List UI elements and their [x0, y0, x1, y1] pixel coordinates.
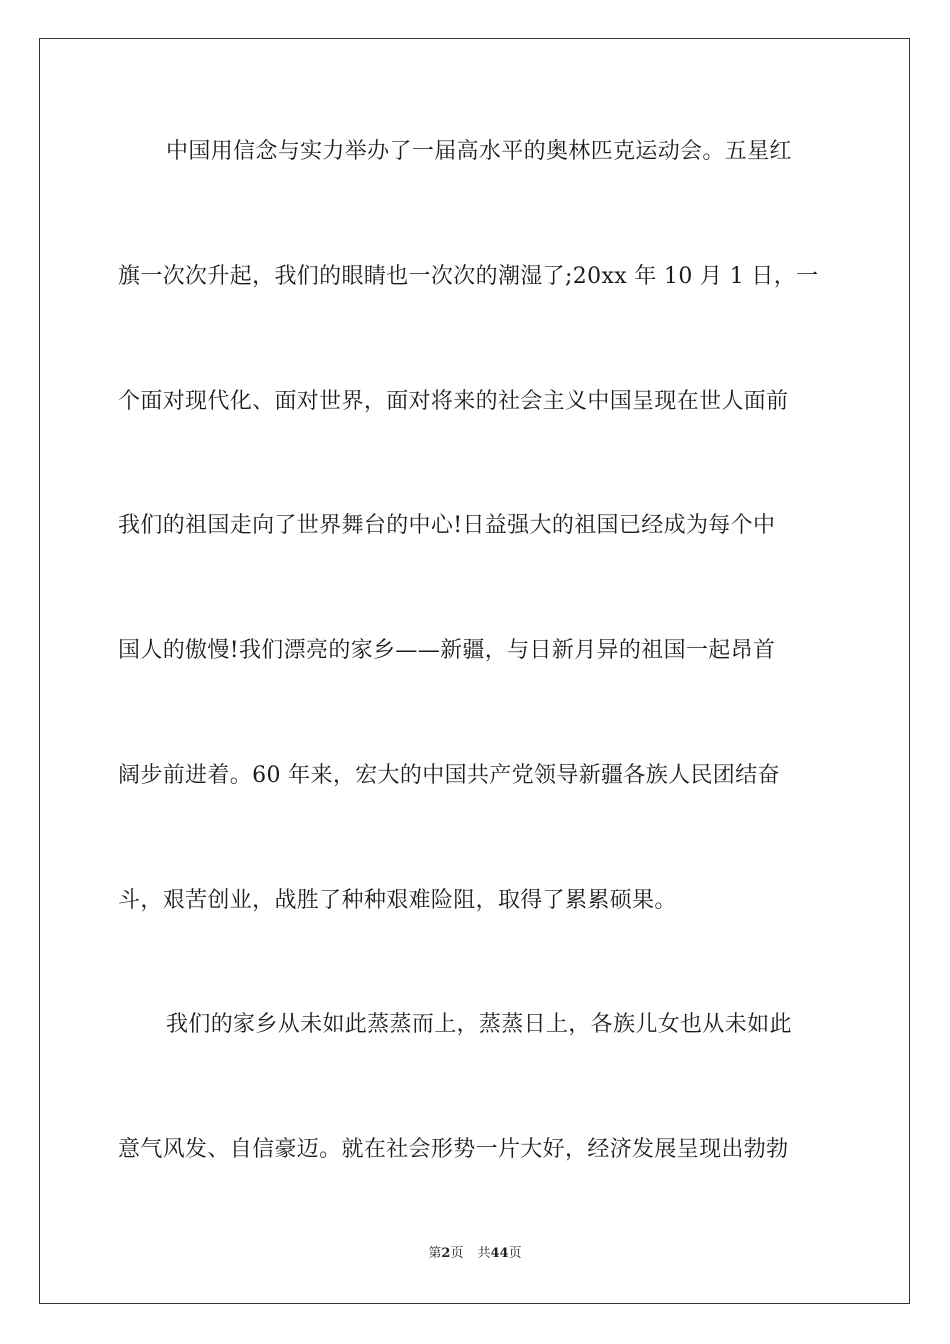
page-prefix: 第: [428, 1246, 442, 1261]
page-footer: [0, 1245, 950, 1263]
paragraph-1-line-4: 我们的祖国走向了世界舞台的中心!日益强大的祖国已经成为每个中: [118, 513, 776, 538]
total-suffix: 页: [508, 1246, 522, 1261]
page-suffix: 页: [450, 1246, 464, 1261]
paragraph-1-line-6: 阔步前进着。60 年来，宏大的中国共产党领导新疆各族人民团结奋: [118, 763, 780, 788]
total-pages: 44: [490, 1246, 509, 1261]
paragraph-1-line-1: 中国用信念与实力举办了一届高水平的奥林匹克运动会。五星红: [166, 139, 792, 164]
page-number: 2: [441, 1246, 451, 1261]
total-prefix: 共: [477, 1246, 491, 1261]
paragraph-1-line-2: 旗一次次升起，我们的眼睛也一次次的潮湿了;20xx 年 10 月 1 日，一: [118, 264, 819, 289]
paragraph-1-line-3: 个面对现代化、面对世界，面对将来的社会主义中国呈现在世人面前: [118, 389, 789, 414]
page-border: [39, 38, 910, 1304]
paragraph-1-line-7: 斗，艰苦创业，战胜了种种艰难险阻，取得了累累硕果。: [118, 888, 677, 913]
paragraph-2-line-2: 意气风发、自信豪迈。就在社会形势一片大好，经济发展呈现出勃勃: [118, 1137, 789, 1162]
paragraph-2-line-1: 我们的家乡从未如此蒸蒸而上，蒸蒸日上，各族儿女也从未如此: [166, 1012, 792, 1037]
paragraph-1-line-5: 国人的傲慢!我们漂亮的家乡——新疆，与日新月异的祖国一起昂首: [118, 638, 776, 663]
